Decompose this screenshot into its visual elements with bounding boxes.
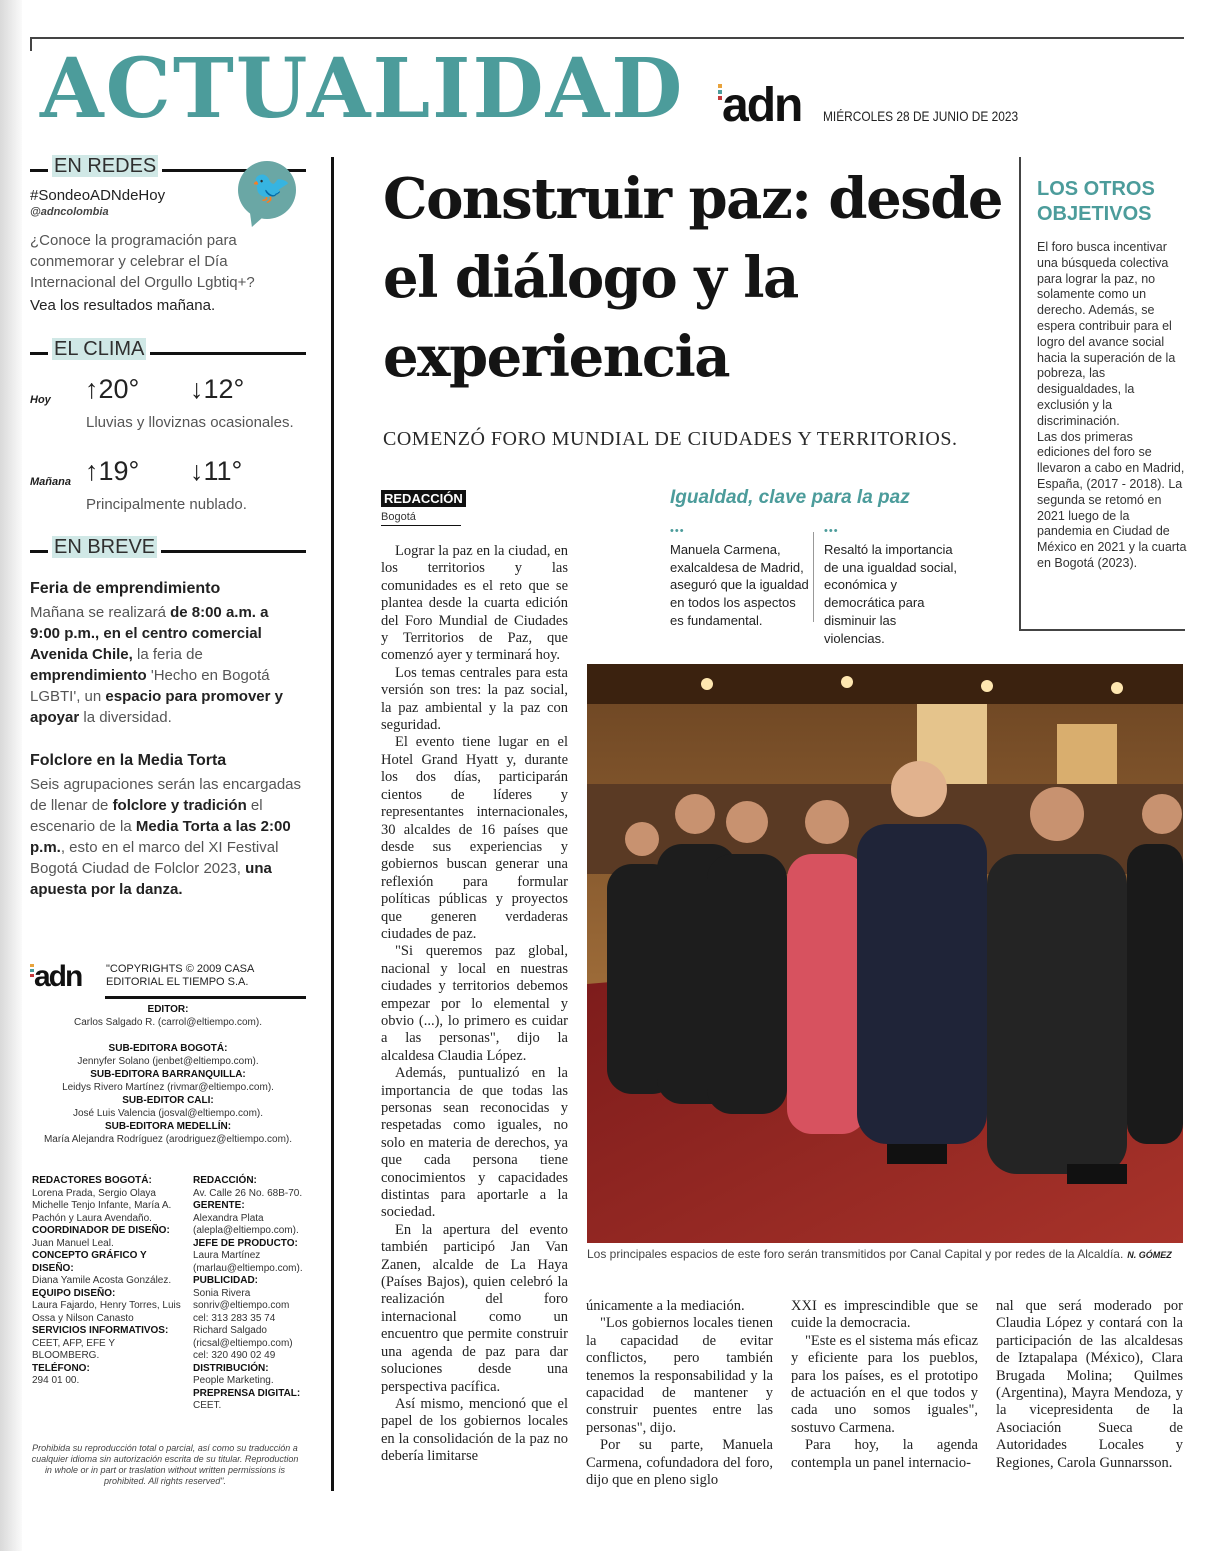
section-title: ACTUALIDAD — [40, 41, 685, 137]
weather-desc: Lluvias y lloviznas ocasionales. — [86, 414, 294, 431]
weather-day-label: Hoy — [30, 394, 51, 406]
weather-tomorrow — [30, 456, 306, 538]
event-photo — [587, 664, 1183, 1243]
brief-body: Seis agrupaciones serán las encargadas de llenar de folclore y tradición el escenario de la Media Torta a las 2:00 p.m., esto en el marco del XI Festival Bogotá Ciudad de Folclor 2023, una apuesta por la danza. — [30, 776, 302, 898]
article-column-4: nal que será moderado por Claudia López y contará con la participación de las alcaldesas de Iztapalapa (México), Clara Brugada Molina; Quilmes (Argentina), Mayra Mendoza, y la vicepresidenta de la Asociación Sueca de Autoridades Locales y Regiones, Carola Gunnarsson. — [996, 1298, 1183, 1471]
brief-item — [30, 752, 306, 900]
article-column-1: Lograr la paz en la ciudad, en los territorios y las comunidades es el reto que se plantea desde la cuarta edición del Foro Mundial de Ciudades y Territorios de Paz, que comenzó ayer y terminará hoy. Los temas centrales para esta versión son tres: la paz social, la paz ambiental y la paz con seguridad. El evento tiene lugar en el Hotel Grand Hyatt y, durante los dos días, participarán cientos de líderes y representantes internacionales, 30 alcaldes de 16 países que desde sus experiencias y gobiernos buscan generar una reflexión para formular políticas públicas y proyectos que generen verdaderas ciudades de paz. "Si queremos paz global, nacional y local en nuestras ciudades y territorios debemos empezar por lo elemental y obvio (...), lo primero es cuidar a las personas", dijo la alcaldesa Claudia López. Además, puntualizó en la importancia de que todas las personas sean reconocidas y respetadas como iguales, no solo en materia de derechos, ya que cada persona tiene conocimientos y capacidades distintas para aportarle a la sociedad. En la apertura del evento también participó Jan Van Zanen, alcalde de La Haya (Países Bajos), quien celebró la realización del foro internacional como un encuentro que permite construir una agenda de paz para dar soluciones desde una perspectiva pacífica. Así mismo, mencionó que el papel de los gobiernos locales en la consolidación de la paz no debería limitarse — [381, 543, 568, 1465]
twitter-handle: @adncolombia — [30, 206, 109, 218]
en-breve-tag: EN BREVE — [54, 536, 156, 558]
box-body: El foro busca incentivar una búsqueda colectiva para lograr la paz, no solamente como un derecho. Además, se espera contribuir para el logro del avance social hacia la superación de la pobreza, las desigualdades, la exclusión y la discriminación. Las dos primeras ediciones del foro se llevaron a cabo en Madrid, España, (2017 - 2018). La segunda se retomó en 2021 luego de la pandemia en Ciudad de México en 2021 y la cuarta en Bogotá (2023). — [1037, 240, 1187, 570]
weather-low: ↓11° — [190, 456, 243, 486]
byline-city: Bogotá — [381, 511, 461, 526]
top-rule-tick — [30, 37, 32, 51]
quote-separator — [813, 532, 814, 622]
sidebar — [30, 155, 306, 900]
weather-low: ↓12° — [190, 374, 245, 404]
box-title: LOS OTROS OBJETIVOS — [1037, 178, 1155, 225]
adn-logo-small: adn — [34, 960, 81, 994]
brief-title: Feria de emprendimiento — [30, 580, 221, 597]
logo-bars-icon — [30, 964, 34, 979]
photo-credit: N. GÓMEZ — [1127, 1250, 1172, 1260]
weather-today — [30, 374, 306, 456]
article-column-2: únicamente a la mediación. "Los gobiernos locales tienen la capacidad de evitar conflictos, pero también tenemos la responsabilidad y la capacidad de mantener y construir puentes entre las personas", dijo. Por su parte, Manuela Carmena, cofundadora del foro, dijo que en pleno siglo — [586, 1298, 773, 1489]
other-objectives-box — [1019, 157, 1185, 631]
quote-left: ••• Manuela Carmena, exalcaldesa de Madrid, aseguró que la igualdad en todos los aspectos es fundamental. — [670, 525, 809, 628]
editor-credits: EDITOR: Carlos Salgado R. (carrol@eltiempo.com). SUB-EDITORA BOGOTÁ: Jennyfer Solano (jenbet@eltiempo.com). SUB-EDITORA BARRANQUILLA: Leidys Rivero Martínez (rivmar@eltiempo.com). SUB-EDITOR CALI: José Luis Valencia (josval@eltiempo.com). SUB-EDITORA MEDELLÍN: María Alejandra Rodríguez (arodriguez@eltiempo.com). — [43, 1004, 293, 1145]
logo-bars-icon — [718, 84, 722, 102]
quotes-title: Igualdad, clave para la paz — [670, 487, 910, 508]
weather-high: ↑20° — [85, 374, 140, 404]
page-edge-shadow — [0, 0, 22, 1551]
subheadline: COMENZÓ FORO MUNDIAL DE CIUDADES Y TERRITORIOS. — [383, 428, 958, 450]
brief-title: Folclore en la Media Torta — [30, 752, 227, 769]
twitter-bird-icon: 🐦 — [238, 161, 296, 219]
weather-high: ↑19° — [85, 456, 140, 486]
adn-logo-text: adn — [722, 79, 802, 132]
adn-logo — [722, 78, 801, 133]
quote-right: ••• Resaltó la importancia de una igualdad social, económica y democrática para disminuir las violencias. — [824, 525, 957, 646]
el-clima-tag: EL CLIMA — [54, 338, 145, 360]
en-breve-header — [30, 536, 306, 562]
brief-item — [30, 580, 306, 728]
issue-date: MIÉRCOLES 28 DE JUNIO DE 2023 — [823, 108, 1019, 124]
weather-day-label: Mañana — [30, 476, 71, 488]
weather-desc: Principalmente nublado. — [86, 496, 247, 513]
byline — [381, 490, 466, 526]
en-redes-tag: EN REDES — [54, 155, 157, 177]
el-clima-header — [30, 338, 306, 364]
hashtag: #SondeoADNdeHoy — [30, 187, 166, 204]
article-column-3: XXI es imprescindible que se cuide la democracia. "Este es el sistema más eficaz y eficiente para los pueblos, para los países, es el prototipo de actuación en el que todos y cada uno somos iguales", sostuvo Carmena. Para hoy, la agenda contempla un panel internacio- — [791, 1298, 979, 1471]
headline: Construir paz: desde el diálogo y la experiencia — [383, 166, 1003, 390]
poll-question: ¿Conoce la programación para conmemorar y celebrar el Día Internacional del Orgullo Lgbtiq+? — [30, 232, 255, 291]
photo-caption: Los principales espacios de este foro serán transmitidos por Canal Capital y por redes de la Alcaldía. N. GÓMEZ — [587, 1247, 1172, 1261]
brief-body: Mañana se realizará de 8:00 a.m. a 9:00 p.m., en el centro comercial Avenida Chile, la feria de emprendimiento 'Hecho en Bogotá LGBTI', un espacio para promover y apoyar la diversidad. — [30, 604, 283, 726]
credits-right-column: REDACCIÓN: Av. Calle 26 No. 68B-70. GERENTE: Alexandra Plata (alepla@eltiempo.com). JEFE DE PRODUCTO: Laura Martínez (marlau@eltiempo.com). PUBLICIDAD: Sonia Rivera sonriv@eltiempo.com cel: 313 283 35 74 Richard Salgado (ricsal@eltiempo.com) cel: 320 490 02 49 DISTRIBUCIÓN: People Marketing. PREPRENSA DIGITAL: CEET. — [193, 1175, 303, 1411]
byline-badge: REDACCIÓN — [381, 490, 466, 507]
poll-results-note: Vea los resultados mañana. — [30, 297, 216, 314]
top-rule — [30, 37, 1184, 39]
legal-notice: Prohibida su reproducción total o parcial, así como su traducción a cualquier idioma sin autorización escrita de su titular. Reproduction in whole or in part or traslation without written permissions is prohibited. All rights reserved". — [31, 1443, 299, 1486]
column-divider — [331, 157, 334, 1491]
credits-left-column: REDACTORES BOGOTÁ: Lorena Prada, Sergio Olaya Michelle Tenjo Infante, María A. Pachón y Laura Avendaño. COORDINADOR DE DISEÑO: Juan Manuel Leal. CONCEPTO GRÁFICO Y DISEÑO: Diana Yamile Acosta González. EQUIPO DISEÑO: Laura Fajardo, Henry Torres, Luis Ossa y Nilson Canasto SERVICIOS INFORMATIVOS: CEET, AFP, EFE Y BLOOMBERG. TELÉFONO: 294 01 00. — [32, 1175, 181, 1386]
copyright: "COPYRIGHTS © 2009 CASA EDITORIAL EL TIEMPO S.A. — [106, 963, 254, 988]
